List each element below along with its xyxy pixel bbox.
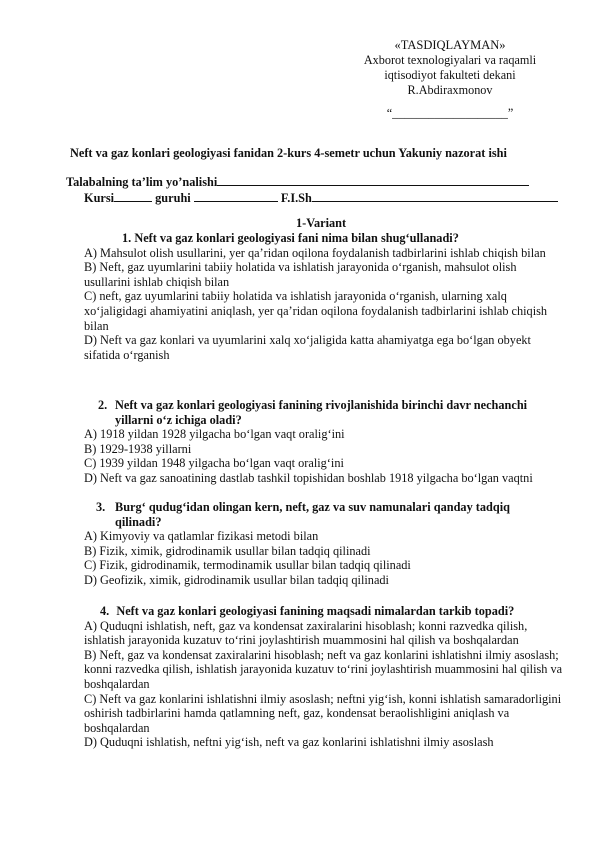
answer-option: D) Geofizik, ximik, gidrodinamik usullar bilan tadqiq qilinadi	[84, 572, 389, 587]
question-number: 2.	[98, 398, 108, 412]
course-blank	[114, 190, 152, 202]
variant-label: 1-Variant	[296, 216, 347, 230]
question-2	[84, 398, 564, 486]
course-label: Kursi	[84, 191, 115, 205]
question-title	[84, 231, 564, 246]
question-title	[84, 604, 564, 619]
question-number: 3.	[96, 500, 106, 514]
answer-option: C) 1939 yildan 1948 yilgacha bo‘lgan vaqt oralig‘ini	[84, 456, 344, 471]
question-text: Neft va gaz konlari geologiyasi fani nima bilan shug‘ullanadi?	[134, 231, 459, 245]
approval-line-2: iqtisodiyot fakulteti dekani	[384, 68, 516, 82]
name-blank	[312, 190, 558, 202]
question-text: Burg‘ qudug‘idan olingan kern, neft, gaz va suv namunalari qanday tadqiq qilinadi?	[115, 500, 510, 529]
question-number: 1.	[122, 231, 132, 245]
group-blank	[194, 190, 278, 202]
answer-option: B) Neft, gaz va kondensat zaxiralarini hisoblash; neft va gaz konlarini ishlatishni ilmiy asoslash; konni razvedka qilish, ishlatish jarayonida kuzatuv to‘rini joylashtirish muammosini hal qilish va boshqalardan	[84, 647, 563, 691]
answer-option: B) Fizik, ximik, gidrodinamik usullar bilan tadqiq qilinadi	[84, 543, 371, 558]
group-label: guruhi	[155, 191, 191, 205]
answer-option: D) Quduqni ishlatish, neftni yig‘ish, neft va gaz konlarini ishlatishni ilmiy asoslash	[84, 735, 494, 750]
answer-option: A) Mahsulot olish usullarini, yer qa’ridan oqilona foydalanish tadbirlarini ishlab chiqish bilan	[84, 245, 546, 260]
question-number: 4.	[100, 604, 110, 618]
approval-line-1: Axborot texnologiyalari va raqamli	[363, 53, 537, 67]
answer-option: A) Quduqni ishlatish, neft, gaz va kondensat zaxiralarini hisoblash; konni razvedka qilish, ishlatish jarayonida kuzatuv to‘rini joylashtirish muammosini hal qilish va boshqalardan	[84, 618, 528, 648]
answer-option: D) Neft va gaz sanoatining dastlab tashkil topishidan boshlab 1918 yilgacha bo‘lgan vaqtni	[84, 470, 533, 485]
page-title: Neft va gaz konlari geologiyasi fanidan 2-kurs 4-semetr uchun Yakuniy nazorat ishi	[70, 146, 507, 160]
student-info-field	[84, 190, 558, 206]
question-text: Neft va gaz konlari geologiyasi fanining maqsadi nimalardan tarkib topadi?	[116, 604, 515, 618]
question-1	[84, 231, 564, 362]
question-text: Neft va gaz konlari geologiyasi fanining rivojlanishida birinchi davr nechanchi yillarni o‘z ichiga oladi?	[115, 398, 528, 427]
answer-option: A) 1918 yildan 1928 yilgacha bo‘lgan vaqt oralig‘ini	[84, 427, 345, 442]
answer-option: D) Neft va gaz konlari va uyumlarini xalq xo‘jaligida katta ahamiyatga ega bo‘lgan obyekt sifatida o‘rganish	[84, 333, 531, 362]
answer-option: C) Neft va gaz konlarini ishlatishni ilmiy asoslash; neftni yig‘ish, konni ishlatish samaradorligini oshirish tadbirlarini hamda qatlamning neft, gaz, kondensat beraolishligini aniqlash va boshqalardan	[84, 691, 562, 735]
approval-line-3: R.Abdiraxmonov	[407, 83, 493, 97]
direction-blank	[217, 174, 529, 186]
direction-label: Talabalning ta’lim yo’nalishi	[66, 175, 218, 189]
name-label: F.I.Sh	[280, 191, 312, 205]
signature-line: “___________________”	[386, 106, 514, 120]
question-title	[84, 500, 556, 529]
answer-option: B) 1929-1938 yillarni	[84, 441, 192, 456]
answer-option: A) Kimyoviy va qatlamlar fizikasi metodi bilan	[84, 529, 319, 544]
question-4	[84, 604, 564, 750]
answer-option: B) Neft, gaz uyumlarini tabiiy holatida va ishlatish jarayonida o‘rganish, mahsulot olish usullarini ishlab chiqish bilan	[84, 260, 517, 289]
question-title	[84, 398, 558, 427]
question-3	[84, 500, 564, 588]
answer-option: C) Fizik, gidrodinamik, termodinamik usullar bilan tadqiq qilinadi	[84, 558, 411, 573]
direction-field	[66, 174, 529, 190]
approval-block	[350, 38, 550, 121]
answer-option: C) neft, gaz uyumlarini tabiiy holatida va ishlatish jarayonida o‘rganish, ularning xalq xo‘jaligidagi ahamiyatini aniqlash, yer qa’ridan oqilona foydalanish tadbirlarini ishlab chiqish bilan	[84, 289, 548, 333]
approval-title: «TASDIQLAYMAN»	[394, 38, 506, 52]
